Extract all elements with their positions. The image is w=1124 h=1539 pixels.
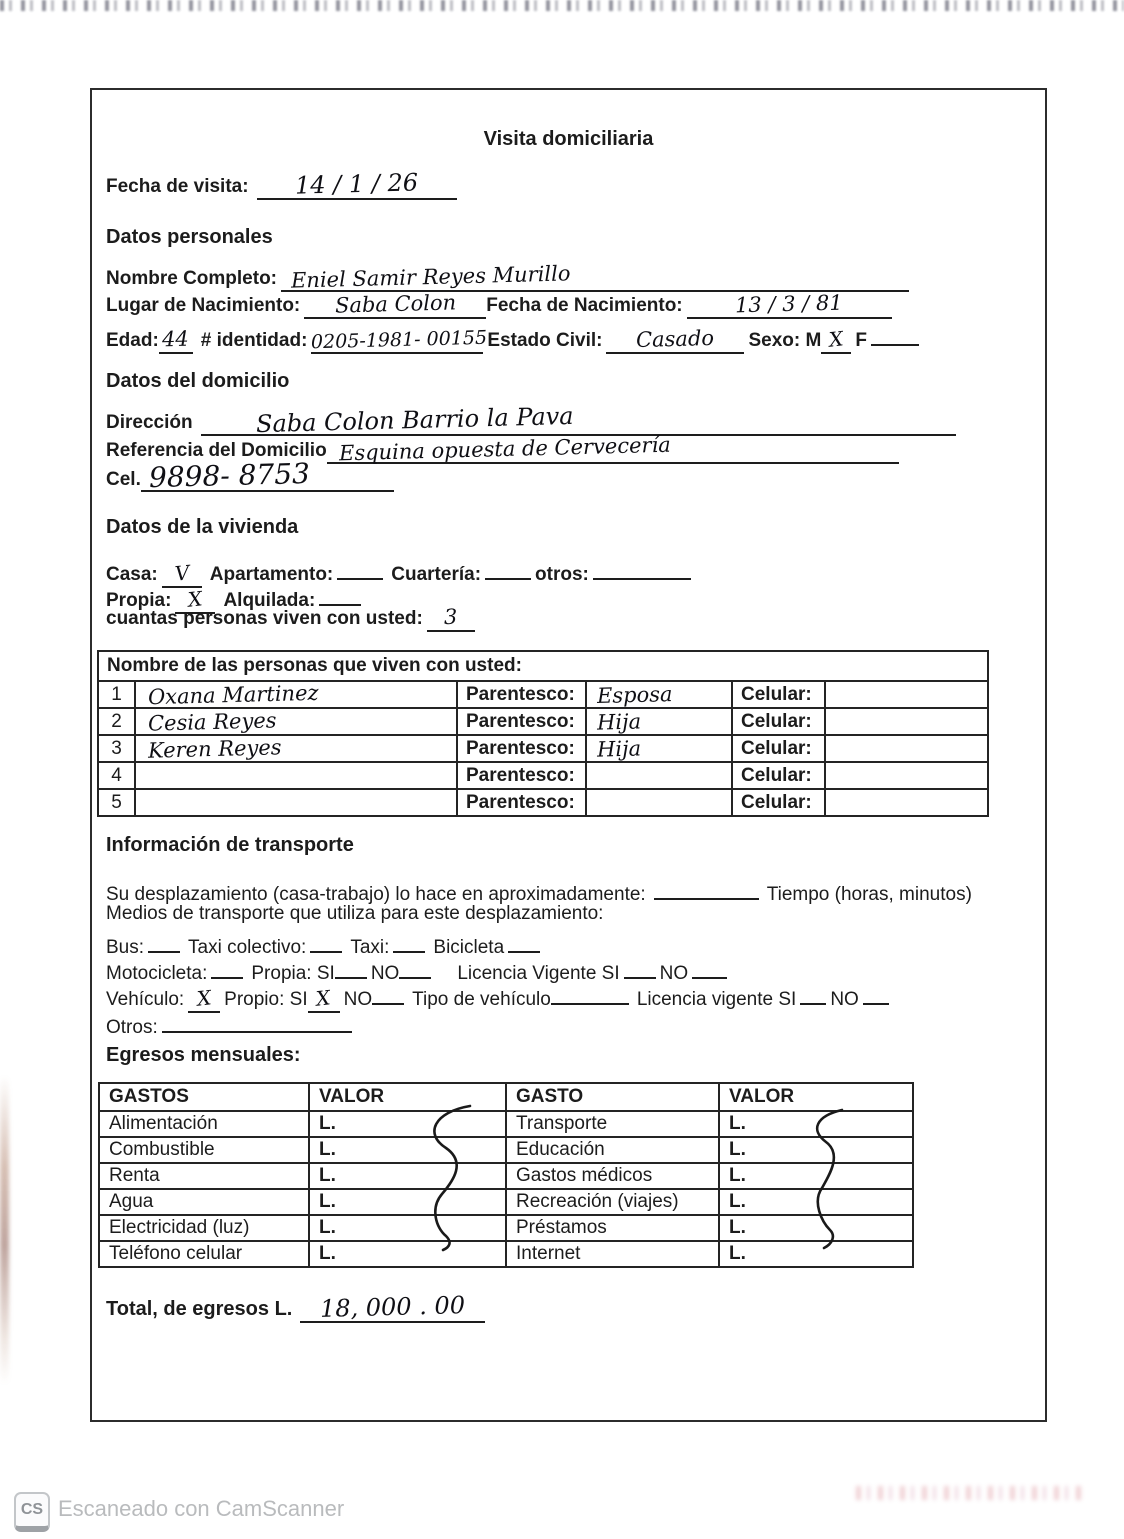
parentesco-value: Hija — [596, 708, 642, 735]
celular-cell — [826, 790, 987, 815]
celular-label: Celular: — [733, 709, 826, 736]
vehicle-owned-no-field — [372, 979, 404, 1005]
shared-taxi-label: Taxi colectivo: — [188, 937, 307, 958]
taxi-field — [393, 927, 425, 953]
row-number: 4 — [99, 763, 136, 790]
vehicle-label: Vehículo: — [106, 989, 185, 1010]
transport-section-heading: Información de transporte — [106, 834, 354, 856]
bus-field — [148, 927, 180, 953]
cellphone-value: 9898- 8753 — [148, 456, 311, 495]
address-reference-field — [327, 432, 899, 466]
full-name-value: Eniel Samir Reyes Murillo — [290, 261, 571, 293]
currency-cell: L. — [729, 1243, 746, 1264]
age-label: Edad: — [106, 330, 159, 351]
parentesco-cell — [587, 790, 733, 815]
currency-cell: L. — [310, 1216, 507, 1242]
total-expenses-field — [300, 1291, 485, 1323]
housing-heading-row — [106, 514, 298, 540]
scan-artifact-left-smudge — [0, 1075, 9, 1385]
license2-si-field — [800, 979, 826, 1005]
taxi-label: Taxi: — [350, 937, 390, 958]
visit-date-field — [257, 168, 457, 200]
cohabitants-count-label: cuantas personas viven con usted: — [106, 608, 423, 629]
expense-item: Combustible — [100, 1138, 310, 1164]
housing-section-heading: Datos de la vivienda — [106, 516, 299, 538]
civil-status-label: Estado Civil: — [487, 330, 603, 351]
address-heading-row — [106, 368, 289, 394]
currency-cell: L. — [310, 1242, 507, 1266]
birth-place-value: Saba Colon — [334, 290, 457, 318]
license2-no-field — [863, 979, 889, 1005]
license1-no-field — [692, 953, 727, 979]
sex-male-field — [821, 328, 851, 354]
time-units-label: Tiempo (horas, minutos) — [766, 884, 972, 905]
person-name: Cesia Reyes — [147, 707, 277, 736]
person-name: Oxana Martinez — [147, 680, 319, 709]
bus-label: Bus: — [106, 937, 145, 958]
sex-label: Sexo: M — [748, 330, 822, 351]
birth-date-field — [687, 290, 892, 319]
camscanner-watermark-text: Escaneado con CamScanner — [58, 1496, 345, 1521]
identity-value: 0205-1981- 00155 — [311, 326, 488, 354]
owned-label: Propia: — [106, 590, 172, 611]
room-label: Cuartería: — [391, 564, 482, 585]
row-number: 1 — [99, 682, 136, 709]
person-name-cell — [136, 682, 458, 709]
scan-artifact-top-edge — [0, 0, 1124, 11]
address-value: Saba Colon Barrio la Pava — [255, 401, 574, 439]
currency-cell: L. — [310, 1164, 507, 1190]
birth-place-row — [106, 290, 892, 319]
age-value: 44 — [162, 326, 190, 352]
cohabitants-count-row — [106, 606, 475, 632]
parentesco-label: Parentesco: — [458, 709, 587, 736]
address-reference-label: Referencia del Domicilio — [106, 440, 327, 461]
personal-heading-row — [106, 224, 273, 250]
personal-section-heading: Datos personales — [106, 226, 273, 248]
identity-field — [311, 326, 488, 354]
page-title: Visita domiciliaria — [483, 128, 654, 150]
expense-item: Electricidad (luz) — [100, 1216, 310, 1242]
celular-cell — [826, 736, 987, 763]
motorcycle-owned-no-field — [399, 953, 431, 979]
rented-label: Alquilada: — [223, 590, 316, 611]
visit-date-row — [106, 168, 457, 200]
expenses-header-gastos: GASTOS — [100, 1084, 310, 1112]
form-border-box — [90, 88, 1047, 1422]
commute-time-label: Su desplazamiento (casa-trabajo) lo hace en aproximadamente: — [106, 884, 646, 905]
celular-label: Celular: — [733, 790, 826, 815]
total-expenses-value: 18, 000 . 00 — [319, 1291, 466, 1323]
expense-item: Educación — [507, 1138, 720, 1164]
expenses-heading-row — [106, 1042, 301, 1068]
currency-cell: L. — [720, 1164, 912, 1190]
civil-status-value: Casado — [636, 325, 715, 353]
parentesco-label: Parentesco: — [458, 736, 587, 763]
motorcycle-label: Motocicleta: — [106, 963, 208, 984]
total-expenses-label: Total, de egresos L. — [106, 1298, 293, 1320]
expenses-table — [98, 1082, 914, 1268]
cellphone-row — [106, 456, 394, 495]
license1-no-label: NO — [659, 963, 689, 984]
expense-item: Préstamos — [507, 1216, 720, 1242]
row-number: 5 — [99, 790, 136, 815]
transport-other-row — [106, 1007, 352, 1041]
house-label: Casa: — [106, 564, 158, 585]
apartment-field — [337, 554, 383, 580]
parentesco-value: Hija — [596, 735, 642, 762]
rented-field — [319, 580, 361, 606]
person-name-cell — [136, 709, 458, 736]
bicycle-field — [508, 927, 540, 953]
license1-si-label: Licencia Vigente SI — [457, 963, 620, 984]
birth-date-label: Fecha de Nacimiento: — [486, 295, 683, 316]
expenses-section-heading: Egresos mensuales: — [106, 1044, 301, 1066]
vehicle-mark: X — [195, 985, 213, 1011]
person-name-cell — [136, 736, 458, 763]
expenses-header-valor-left: VALOR — [310, 1084, 507, 1112]
full-name-label: Nombre Completo: — [106, 268, 277, 289]
expense-item: Internet — [507, 1242, 720, 1266]
parentesco-cell — [587, 682, 733, 709]
address-label: Dirección — [106, 412, 193, 433]
parentesco-label: Parentesco: — [458, 790, 587, 815]
currency-cell: L. — [720, 1216, 912, 1242]
row-number: 3 — [99, 736, 136, 763]
shared-taxi-field — [310, 927, 342, 953]
room-field — [485, 554, 531, 580]
cellphone-field — [141, 456, 394, 495]
full-name-field — [281, 261, 909, 293]
expense-item: Recreación (viajes) — [507, 1190, 720, 1216]
age-id-row — [106, 320, 919, 354]
civil-status-field — [606, 325, 744, 354]
camscanner-logo-icon — [14, 1492, 50, 1532]
total-expenses-row — [106, 1291, 485, 1323]
parentesco-cell — [587, 709, 733, 736]
full-name-row — [106, 261, 909, 293]
bicycle-label: Bicicleta — [433, 937, 505, 958]
expenses-table-grid — [100, 1084, 912, 1266]
address-row — [106, 401, 956, 439]
expense-item: Teléfono celular — [100, 1242, 310, 1266]
currency-cell: L. — [310, 1138, 507, 1164]
vehicle-type-label: Tipo de vehículo — [412, 989, 551, 1010]
house-mark: V — [173, 560, 191, 586]
parentesco-value: Esposa — [596, 681, 673, 708]
birth-place-field — [304, 290, 486, 319]
person-name: Keren Reyes — [147, 734, 282, 763]
scan-artifact-bottom-right — [856, 1486, 1086, 1500]
sex-female-field — [871, 320, 919, 346]
expense-item: Alimentación — [100, 1112, 310, 1138]
owned-mark: X — [187, 586, 204, 612]
vehicle-type-field — [551, 979, 629, 1005]
other-housing-label: otros: — [535, 564, 589, 585]
motorcycle-owned-si-label: Propia: SI — [251, 963, 335, 984]
cohabitants-count-value: 3 — [443, 604, 458, 630]
license2-no-label: NO — [830, 989, 859, 1010]
celular-cell — [826, 709, 987, 736]
celular-label: Celular: — [733, 682, 826, 709]
transport-means-row — [106, 901, 603, 927]
currency-cell: L. — [720, 1138, 912, 1164]
person-name-cell — [136, 763, 458, 790]
visit-date-value: 14 / 1 / 26 — [294, 168, 419, 200]
expense-item: Agua — [100, 1190, 310, 1216]
license2-si-label: Licencia vigente SI — [636, 989, 797, 1010]
expenses-header-valor-right: VALOR — [720, 1084, 912, 1112]
vehicle-owned-no-label: NO — [343, 989, 373, 1010]
address-section-heading: Datos del domicilio — [106, 370, 290, 392]
motorcycle-owned-no-label: NO — [370, 963, 400, 984]
motorcycle-field — [211, 953, 243, 979]
address-reference-value: Esquina opuesta de Cervecería — [338, 432, 671, 466]
celular-cell — [826, 763, 987, 790]
cohabitants-count-field — [427, 606, 475, 632]
currency-cell: L. — [720, 1112, 912, 1138]
person-name-cell — [136, 790, 458, 815]
other-housing-field — [593, 554, 691, 580]
celular-label: Celular: — [733, 736, 826, 763]
expenses-header-gasto: GASTO — [507, 1084, 720, 1112]
license1-si-field — [624, 953, 656, 979]
transport-means-label: Medios de transporte que utiliza para este desplazamiento: — [106, 903, 604, 924]
celular-label: Celular: — [733, 763, 826, 790]
currency-cell: L. — [310, 1190, 507, 1216]
vehicle-owned-si-label: Propio: SI — [224, 989, 308, 1010]
cohabitants-table-heading: Nombre de las personas que viven con usted: — [99, 652, 987, 682]
camscanner-badge-text: CS — [20, 1501, 44, 1518]
birth-date-value: 13 / 3 / 81 — [735, 290, 844, 318]
identity-label: # identidad: — [200, 330, 308, 351]
commute-time-field — [654, 874, 759, 900]
parentesco-label: Parentesco: — [458, 763, 587, 790]
expense-item: Gastos médicos — [507, 1164, 720, 1190]
transport-other-field — [162, 1007, 352, 1033]
form-title-row — [92, 126, 1045, 152]
currency-cell: L. — [310, 1112, 507, 1138]
transport-other-label: Otros: — [106, 1017, 158, 1038]
cohabitants-table-grid — [99, 682, 987, 815]
address-field — [201, 401, 956, 439]
birth-place-label: Lugar de Nacimiento: — [106, 295, 301, 316]
transport-heading-row — [106, 832, 354, 858]
sex-male-mark: X — [828, 326, 845, 352]
row-number: 2 — [99, 709, 136, 736]
cohabitants-table — [97, 650, 989, 817]
parentesco-cell — [587, 763, 733, 790]
visit-date-label: Fecha de visita: — [106, 176, 249, 197]
apartment-label: Apartamento: — [209, 564, 334, 585]
motorcycle-owned-si-field — [335, 953, 367, 979]
expense-item: Transporte — [507, 1112, 720, 1138]
parentesco-cell — [587, 736, 733, 763]
cellphone-label: Cel. — [106, 469, 141, 490]
celular-cell — [826, 682, 987, 709]
parentesco-label: Parentesco: — [458, 682, 587, 709]
expense-item: Renta — [100, 1164, 310, 1190]
age-field — [159, 328, 193, 354]
sex-female-label: F — [855, 330, 867, 351]
currency-cell: L. — [720, 1190, 912, 1216]
vehicle-owned-si-mark: X — [315, 985, 332, 1011]
